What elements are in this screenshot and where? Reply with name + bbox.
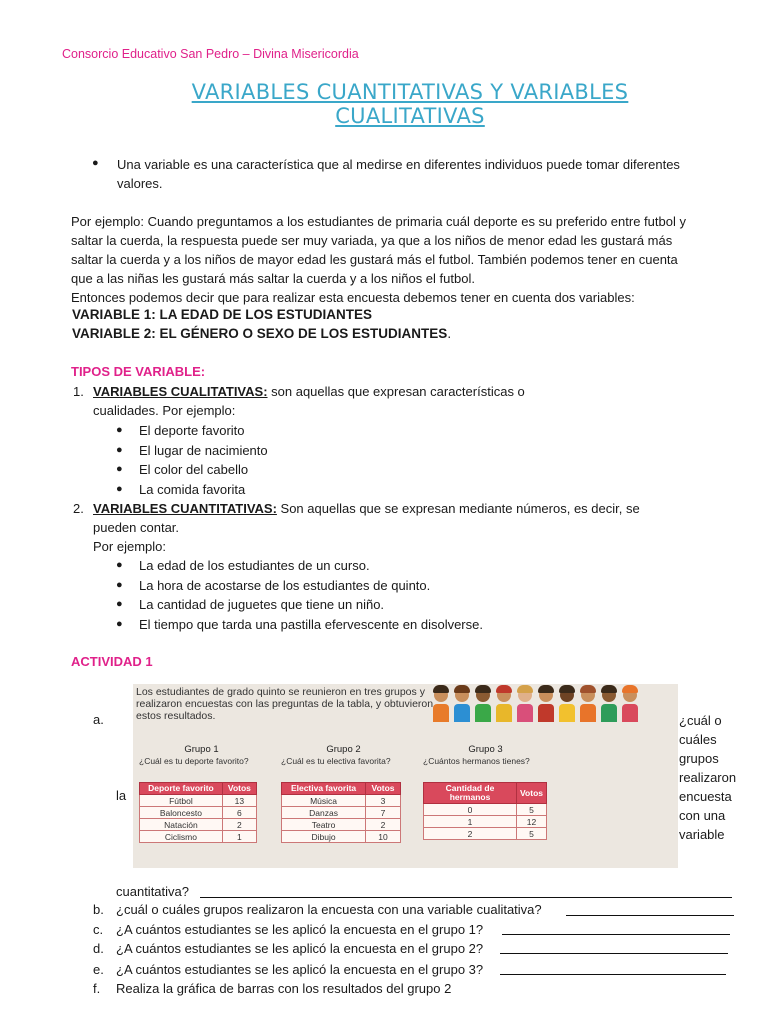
question-label: d. — [93, 941, 104, 956]
table-row: Teatro 2 — [282, 819, 401, 831]
survey-intro: Los estudiantes de grado quinto se reunieron en tres grupos y realizaron encuestas con las preguntas de la tabla, y obtuvieron estos resultados. — [136, 686, 434, 722]
group-3-table: Cantidad de hermanos Votos 0 5 1 12 2 5 — [423, 782, 547, 840]
school-name: Consorcio Educativo San Pedro – Divina Misericordia — [62, 47, 359, 61]
question-a-la: la — [116, 788, 127, 803]
question-a-end: cuantitativa? — [116, 884, 189, 899]
answer-line-a[interactable] — [200, 897, 732, 898]
list-item: El color del cabello — [139, 462, 249, 477]
question-label: b. — [93, 902, 104, 917]
child-figure — [433, 684, 449, 726]
definition-text: Una variable es una característica que al medirse en diferentes individuos puede tomar diferentes valores. — [117, 157, 680, 191]
variable-1: VARIABLE 1: LA EDAD DE LOS ESTUDIANTES — [72, 307, 373, 322]
question-a-label: a. — [93, 712, 104, 727]
bullet-icon: ● — [116, 559, 123, 571]
question-label: f. — [93, 981, 101, 996]
answer-line-d[interactable] — [500, 953, 728, 954]
answer-line-e[interactable] — [500, 974, 726, 975]
bullet-icon: ● — [116, 424, 123, 436]
list-item: La hora de acostarse de los estudiantes de quinto. — [139, 578, 431, 593]
table-row: 2 5 — [424, 828, 547, 840]
group-1-table: Deporte favorito Votos Fútbol 13 Baloncesto 6 Natación 2 Ciclismo 1 — [139, 782, 257, 843]
table-row: 1 12 — [424, 816, 547, 828]
list-item: El deporte favorito — [139, 423, 245, 438]
bullet-icon: ● — [116, 618, 123, 630]
group-3-question: ¿Cuántos hermanos tienes? — [423, 756, 530, 766]
group-3-title: Grupo 3 — [468, 744, 503, 755]
item-number: 1. — [73, 384, 84, 399]
child-figure — [496, 684, 512, 726]
child-figure — [580, 684, 596, 726]
table-row: Natación 2 — [140, 819, 257, 831]
group-2-title: Grupo 2 — [326, 744, 361, 755]
example-paragraph: Por ejemplo: Cuando preguntamos a los estudiantes de primaria cuál deporte es su preferido entre futbol y saltar la cuerda, la respuesta puede ser muy variada, ya que a los niños de menor edad les gustará más saltar la cuerda y a los niños de mayor edad les gustará más el futbol. También podemos tener en cuenta que a las niñas les gustará más saltar la cuerda y a los niños el futbol. Entonces podemos decir que para realizar esta encuesta debemos tener en cuenta dos variables: — [71, 214, 686, 305]
answer-line-b[interactable] — [566, 915, 734, 916]
tipos-heading: TIPOS DE VARIABLE: — [71, 364, 206, 379]
cualitativas-definition: VARIABLES CUALITATIVAS: son aquellas que expresan características o cualidades. Por ejemplo: — [93, 384, 525, 418]
table-row: Danzas 7 — [282, 807, 401, 819]
item-number: 2. — [73, 501, 84, 516]
list-item: El lugar de nacimiento — [139, 443, 268, 458]
bullet-icon: ● — [116, 463, 123, 475]
question-d: ¿A cuántos estudiantes se les aplicó la encuesta en el grupo 2? — [116, 941, 484, 956]
bullet-icon: ● — [92, 157, 99, 169]
bullet-icon: ● — [116, 598, 123, 610]
group-2 — [281, 744, 406, 766]
bullet-icon: ● — [116, 483, 123, 495]
question-label: c. — [93, 922, 104, 937]
question-f: Realiza la gráfica de barras con los resultados del grupo 2 — [116, 981, 452, 996]
question-label: e. — [93, 962, 104, 977]
table-row: Música 3 — [282, 795, 401, 807]
bullet-icon: ● — [116, 579, 123, 591]
table-row: Baloncesto 6 — [140, 807, 257, 819]
survey-image — [133, 684, 678, 868]
question-a-side-text: ¿cuál o cuáles grupos realizaron encuesta con una variable — [679, 713, 737, 842]
table-row: Dibujo 10 — [282, 831, 401, 843]
question-b: ¿cuál o cuáles grupos realizaron la encuesta con una variable cualitativa? — [116, 902, 542, 917]
answer-line-c[interactable] — [502, 934, 730, 935]
group-2-question: ¿Cuál es tu electiva favorita? — [281, 756, 391, 766]
variable-2: VARIABLE 2: EL GÉNERO O SEXO DE LOS ESTUDIANTES. — [72, 326, 452, 341]
group-3 — [423, 744, 548, 766]
child-figure — [622, 684, 638, 726]
question-e: ¿A cuántos estudiantes se les aplicó la encuesta en el grupo 3? — [116, 962, 484, 977]
activity-heading: ACTIVIDAD 1 — [71, 654, 153, 669]
group-1 — [139, 744, 264, 766]
children-illustration — [433, 684, 678, 726]
child-figure — [559, 684, 575, 726]
table-row: 0 5 — [424, 804, 547, 816]
table-row: Fútbol 13 — [140, 795, 257, 807]
group-1-title: Grupo 1 — [184, 744, 219, 755]
group-2-table: Electiva favorita Votos Música 3 Danzas 7 Teatro 2 Dibujo 10 — [281, 782, 401, 843]
child-figure — [517, 684, 533, 726]
list-item: La cantidad de juguetes que tiene un niño. — [139, 597, 385, 612]
bullet-icon: ● — [116, 444, 123, 456]
child-figure — [454, 684, 470, 726]
child-figure — [601, 684, 617, 726]
cuantitativas-definition: VARIABLES CUANTITATIVAS: Son aquellas que se expresan mediante números, es decir, se pueden contar. Por ejemplo: — [93, 501, 640, 554]
page-title: VARIABLES CUANTITATIVAS Y VARIABLES CUALITATIVAS — [191, 80, 629, 128]
group-1-question: ¿Cuál es tu deporte favorito? — [139, 756, 249, 766]
question-c: ¿A cuántos estudiantes se les aplicó la encuesta en el grupo 1? — [116, 922, 484, 937]
child-figure — [475, 684, 491, 726]
list-item: La edad de los estudiantes de un curso. — [139, 558, 370, 573]
list-item: El tiempo que tarda una pastilla efervescente en disolverse. — [139, 617, 483, 632]
child-figure — [538, 684, 554, 726]
table-row: Ciclismo 1 — [140, 831, 257, 843]
list-item: La comida favorita — [139, 482, 246, 497]
